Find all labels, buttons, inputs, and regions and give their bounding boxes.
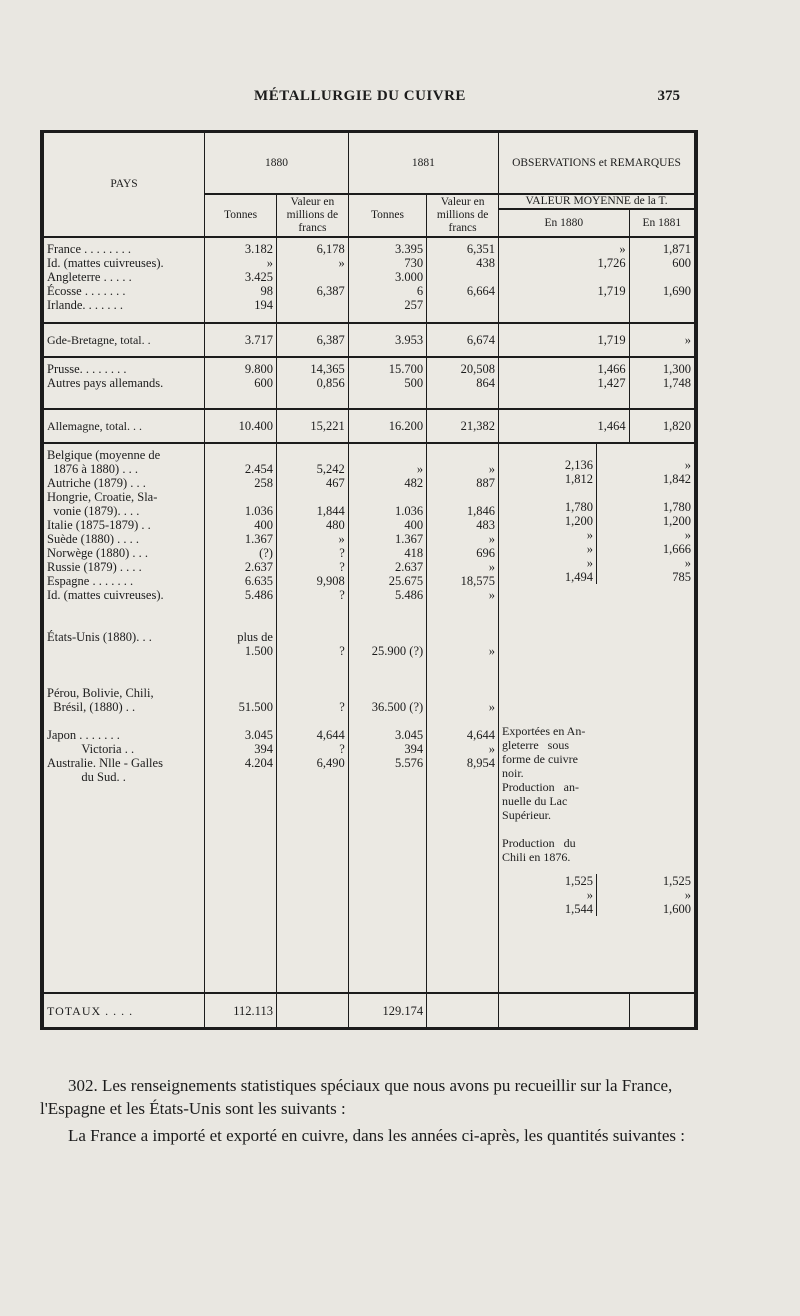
running-title: MÉTALLURGIE DU CUIVRE <box>254 88 466 104</box>
tonnes-1881-values: 15.700 500 <box>348 357 426 409</box>
avg-1881-values: 1,871 600 1,690 <box>629 237 694 323</box>
value-1880-values: 5,242 467 1,844 480 » ? ? 9,908 ? ? ? 4,644 ? 6,490 <box>276 443 348 993</box>
value-1880-header: Valeur en millions de francs <box>276 194 348 237</box>
paragraph-france-imports: La France a importé et exporté en cuivre, dans les années ci-après, les quantités suivantes : <box>68 1126 685 1145</box>
tonnes-1881-header: Tonnes <box>348 194 426 237</box>
avg-1880-values: 1,466 1,427 <box>499 357 630 409</box>
value-1881-values: 6,351 438 6,664 <box>427 237 499 323</box>
tonnes-1880-values: 2.454 258 1.036 400 1.367 (?) 2.637 6.635 5.486 plus de 1.500 51.500 3.045 394 4.204 <box>205 443 277 993</box>
total-value-1880: 6,387 <box>276 323 348 357</box>
avg-1881-tail-values: 1,525 » 1,600 <box>662 874 691 916</box>
table-row <box>44 993 695 1027</box>
total-avg-1881: » <box>629 323 694 357</box>
tonnes-1880-header: Tonnes <box>205 194 277 237</box>
avg-1880-values: 2,136 1,812 1,780 1,200 » » » 1,494 <box>499 444 597 584</box>
tonnes-1880-values: 3.182 » 3.425 98 194 <box>205 237 277 323</box>
avg-1881-header: En 1881 <box>629 209 694 237</box>
total-tonnes-1880: 10.400 <box>205 409 277 443</box>
country-header: PAYS <box>44 133 205 237</box>
page-number: 375 <box>657 88 680 104</box>
avg-1881-values: » 1,842 1,780 1,200 » 1,666 » 785 <box>662 458 691 584</box>
total-avg-1881: 1,820 <box>629 409 694 443</box>
statistics-table-frame <box>40 130 698 1030</box>
year-1880-header: 1880 <box>205 133 349 194</box>
grand-total-tonnes-1880: 112.113 <box>205 993 277 1027</box>
page-header <box>40 88 680 112</box>
value-1881-values: 20,508 864 <box>427 357 499 409</box>
grand-total-label: TOTAUX . . . . <box>44 993 205 1027</box>
total-value-1881: 21,382 <box>427 409 499 443</box>
total-tonnes-1880: 3.717 <box>205 323 277 357</box>
total-tonnes-1881: 16.200 <box>348 409 426 443</box>
avg-1881-values: 1,300 1,748 <box>629 357 694 409</box>
tonnes-1881-values: 3.395 730 3.000 6 257 <box>348 237 426 323</box>
copper-production-table <box>43 133 695 1027</box>
value-1880-values: 14,365 0,856 <box>276 357 348 409</box>
grand-total-tonnes-1881: 129.174 <box>348 993 426 1027</box>
table-row <box>44 409 695 443</box>
tonnes-1881-values: » 482 1.036 400 1.367 418 2.637 25.675 5.486 25.900 (?) 36.500 (?) 3.045 394 5.576 <box>348 443 426 993</box>
table-row <box>44 357 695 409</box>
value-1881-values: » 887 1,846 483 » 696 » 18,575 » » » 4,644 » 8,954 <box>427 443 499 993</box>
country-labels: Prusse. . . . . . . . Autres pays allemands. <box>44 357 205 409</box>
average-value-header: VALEUR MOYENNE de la T. <box>499 194 695 209</box>
total-label: Allemagne, total. . . <box>44 409 205 443</box>
year-1881-header: 1881 <box>348 133 498 194</box>
value-1881-header: Valeur en millions de francs <box>427 194 499 237</box>
observations-cell <box>499 443 695 993</box>
total-avg-1880: 1,719 <box>499 323 630 357</box>
table-row <box>44 323 695 357</box>
paragraph-302: 302. Les renseignements statistiques spéciaux que nous avons pu recueillir sur la France, l'Espagne et les États-Unis sont les suivants : <box>40 1076 673 1118</box>
observations-header <box>499 133 695 194</box>
total-avg-1880: 1,464 <box>499 409 630 443</box>
total-value-1880: 15,221 <box>276 409 348 443</box>
total-value-1881: 6,674 <box>427 323 499 357</box>
total-tonnes-1881: 3.953 <box>348 323 426 357</box>
observations-notes: Exportées en An- gleterre sous forme de cuivre noir. Production an- nuelle du Lac Supérieur. Production du Chili en 1876. <box>502 724 586 864</box>
tonnes-1880-values: 9.800 600 <box>205 357 277 409</box>
total-label: Gde-Bretagne, total. . <box>44 323 205 357</box>
country-labels: Belgique (moyenne de 1876 à 1880) . . . Autriche (1879) . . . Hongrie, Croatie, Sla- vonie (1879). . . . Italie (1875-1879) . . Suède (1880) . . . . Norwège (1880) . . . Russie (1879) . . . . Espagne . . . . . . . Id. (mattes cuivreuses). États-Unis (1880). . . Pérou, Bolivie, Chili, Brésil, (1880) . . Japon . . . . . . . Victoria . . Australie. Nlle - Galles du Sud. . <box>44 443 205 993</box>
observations-title: OBSERVATIONS et REMARQUES <box>512 156 681 169</box>
value-1880-values: 6,178 » 6,387 <box>276 237 348 323</box>
avg-1880-values: » 1,726 1,719 <box>499 237 630 323</box>
country-labels: France . . . . . . . . Id. (mattes cuivreuses). Angleterre . . . . . Écosse . . . . . . . Irlande. . . . . . . <box>44 237 205 323</box>
table-row <box>44 237 695 323</box>
table-row <box>44 443 695 993</box>
avg-1880-tail-values: 1,525 » 1,544 <box>499 874 597 916</box>
avg-1880-header: En 1880 <box>499 209 630 237</box>
